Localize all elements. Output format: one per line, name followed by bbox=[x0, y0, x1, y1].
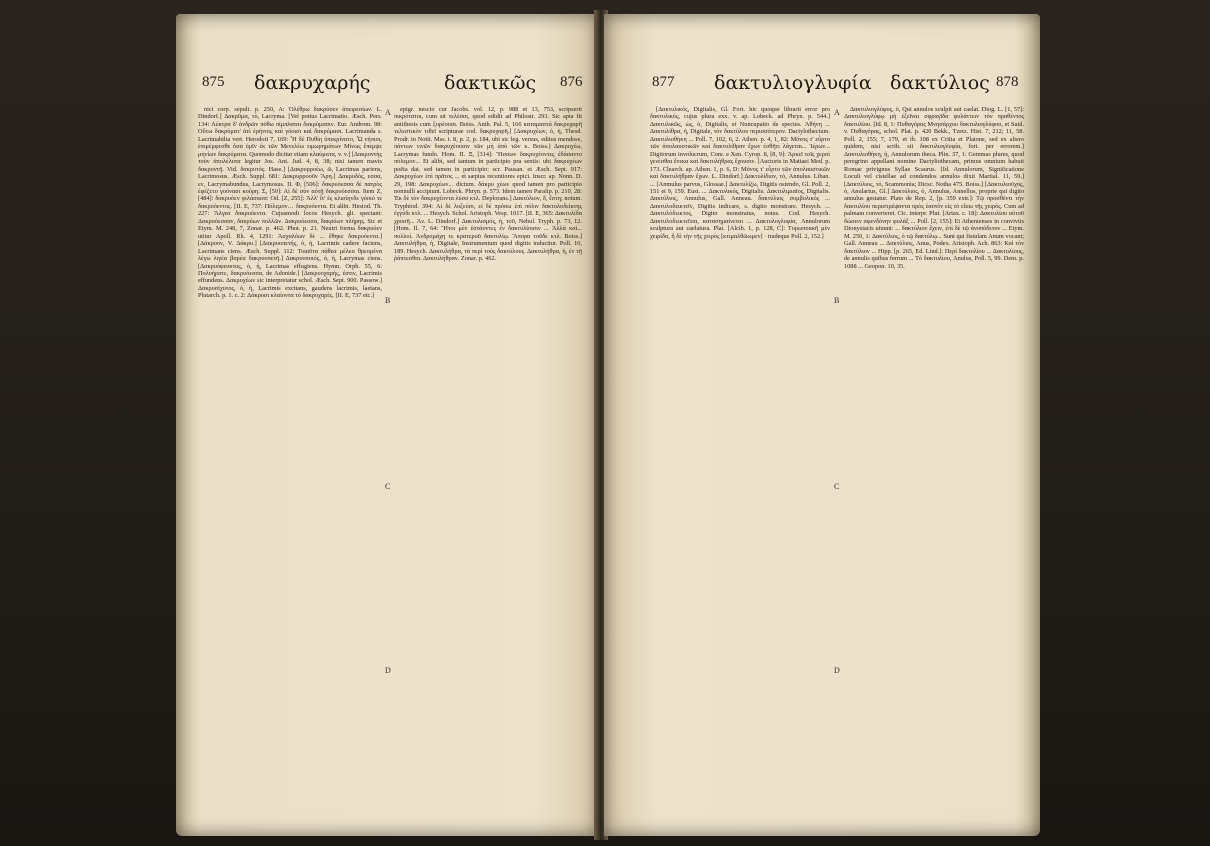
section-marker: C bbox=[834, 482, 840, 491]
right-page bbox=[604, 14, 1040, 836]
column-text: nici corp. sepult. p. 250, A: Ὀλέθρω δακρύσεν ἀπειρεσίων. L. Dindorf.] Δακρῦμα, τὸ, Lacryma. [Vel potius Lacrimatio. Æsch. Pers. 134: Λέκτρα δ' ἀνδρῶν πόθω πίμπλαται δακρύμασιν. Eur. Androm. 98: Οὕτω δακρύματ' ἀεὶ ἐρήνοις καὶ γόοισι καὶ δακρύμασι. Lacrimanda s. Lacrimabilia vert. Herodoti 7, 169: Ἦ δὲ Πυθίη ὑπεκρίνατο, Ὦ νήπιοι, ἐπιμέμφεσθε ὅσα ὑμῖν ἐκ τῶν Μενελέω τιμωρημάτων Μίνως ἔπεμψε μηνίων δακρύματα. Quomodo dicitur etiam κλαύματα, v. v.] [Δακρυντὴς τοὺν ἀπολέλυτα legitur Jos. Ant. Jud. 4, 8, 38; nisi tamen mavis δακρυντῆ. Vid. δακρυτός. Hase.] [Δακρυρροέω, ῶ, Lacrimas pariens, Lacrimosus. Æsch. Suppl. 681: Δακρυρροοῦν Ἄρη.] Δακρυδός, εσσα, εν, Lacrymabundus, Lacrymosus. II. Φ, [506]: δακρυόεσσα δὲ πατρὸς ἐφέζετο γούνασι κούρη. Σ, [50]: Αἱ δὲ σὺν αὐτῇ δακρυόεσσαι. Item Ζ, [484]: δακρυόεν γελάσασα: Od. [Ζ, 255]: Ἀλλ' ἴτ' ἐς κλισίηνδε γόοιό τε δακρυόεντος. [II. Ε, 737: Πόλεμον… δακρυόεντα. Et alibi. Hesiod. Th. 227: Ἄλγεα δακρυόεντα. Cujusmodi locos Hesych. gli. spectant: Δακρυόεσσαν, δακρύων πολλῶν. Δακρυόεσσα, δακρύων πλήρης. Sic et Etym. M. 248, 7, Zonar. p. 462. Phot. p. 21. Neutri forma δακρυόεν utitur Apoll. Rh. 4, 1291: Ἀσχαλόων δὲ ... ἔθηκε δακρυόεντα.] [Δάκρυον, V. Δάκρυ.] [Δακρυοπετής, ὁ, ἡ, Lacrimis cadere faciens, Lacrimans ciens. Æsch. Suppl. 112: Τοιαῦτα πάθεα μέλεα θρεομένα λέγω λιγέα βαρέα δακρυοπετῆ.] Δακρυοποιός, ὁ, ἡ, Lacrymas ciens. [Δακρυόφευκτος, ὁ, ἡ, Lacrimas effugiens. Hymn. Orph. 55, 6: Πολυήρατε, δακρυόεσσα, de Adonide.] [Δακρυοχαρής, ἐστιν, Lacrimis effundens. Δακρυχέων sic interpretatur schol. Æsch. Sept. 900. Passow.] Δακρυσίχυτος, ὁ, ἡ, Lacrimis excitans, gaudens lacrimis, laetans, Plutarch. p. 1. c. 2: Δάκρυσι κλαίοντα τὸ δακρυχαρές. [II. Ε, 737 etc.] bbox=[198, 106, 382, 300]
section-marker: B bbox=[834, 296, 840, 305]
section-marker: D bbox=[385, 666, 391, 675]
column-text: Δακτυλιογλύφος, ὁ, Qui annulos sculpit aut caelat. Diog. L. [1, 57]: Δακτυλιογλύφῳ μὴ ἐξεῖναι σφραγῖδα φυλάττειν τὸν πραθέντος δακτυλίου. [Id. 8, 1: Πυθαγόρας Μνησάρχου δακτυλιογλύφου, et Suid. v. Πυθαγόρας, schol. Plat. p. 420 Bekk., Tzetz. Hist. 7, 212; 11, 58. Poll. 2, 155; 7, 179, et ib. 108 ex Critia et Platone, sed ex altero quidem, nisi scrib. sit δακτυλιογλυφία, fort. per errorem.] Δακτυλιοθήκη, ἡ, Annulorum theca. Plin. 37, 1: Gemmas plures, quod peregrino appellant nomine Dactyliothecam, primus omnium habuit Romae privignus Syllae Scaurus. [Id. Annulorum, Significatione Loculi vel cistellae ad condendos annulos dixit Martial. 11, 59.] [Δακτύλιος, τό, Scammonia; Dicsc. Notha 475. Boiss.] [Δακτυλιοῦχος, ὁ, Anularius, Gl.] Δακτύλιος, ὁ, Annulus, Annellus, proprie qui digito annulus gestatur. Plato de Rep. 2, [p. 359 extr.]: Τῷ προσθέντι τὴν δακτυλίου περιστρέψαντα πρὸς ἑαυτὸν εἰς τὸ εἴσω τῆς χειρὸς. Cum ad palmam converteret. Cic. interpr. Plut. [Artax. c. 18]: Δακτυλίου αὐτοῦ δώσειν σφενδόνην φυλάξ ... Poll. [2, 155]: Et Athenienses in conviviis Dionysiacis uiuunt: ... δακτύλιον ἔχειν, ἐπὶ δὲ τῷ ἀνυπόδετον ... Etym. M. 250, 1: Δακτύλιος, ὁ τῷ δακτύλῳ... Sunt qui fistulam Anum vocant; Gall. Anneau ... Δακτύλιος, Anus, Podex. Aristoph. Ach. 863: Καὶ τὸν δακτύλιον ... Hipp. [p. 265, Ed. Lind.]: Περὶ δακτυλίου ... Δακτυλίους, de annulis quibus ferrum ... Τὸ δακτυλίου, Anulus, Poll. 5, 99. Dem. p. 1088 ... Geopon. 10, 35. bbox=[844, 106, 1024, 270]
running-headword: δακτυλιογλυφία bbox=[714, 72, 872, 94]
section-marker: C bbox=[385, 482, 391, 491]
left-page bbox=[176, 14, 598, 836]
page-number: 875 bbox=[202, 74, 225, 90]
left-page-header bbox=[176, 72, 598, 96]
column-text: [Δακτυλικός, Digitalis, Gl. Fort. hic quoque librarii error pro δακτυλικός, cujus plura exx. v. ap. Lobeck. ad Phryn. p. 544.] Δακτυλικῶς, ὡς, ὁ, Digitalis, et Nuncupatio de species. Ἀθήνη ... Δακτυλίθρα, ἡ, Digitale, τὸν δακτύλου περισσότερον. Dactylothecium. Δακτυλιοθήκη ... Poll. 7, 102, 6, 2. Athen. p. 4, 1, 82: Μόνος τ' εὗρτο τῶν ἀπολαυστικῶν καὶ δακτυλίθραν ἔχων ἐσθῆτι λάγεται... Ἱέρων... Digitorum involucrum, Com. e Xen. Cyrop. 8, [8, 9]: Ἀρκεῖ τοῖς χερσὶ γενέσθαι ἔνεκα καὶ δακτυλήθρας ἔχουσιν. [Auctoris in Mattaei Med. p. 173. Clearch. ap. Athen. 1, p. 6, D: Μόνος τ' εὗρτο τῶν ἀπολαυστικῶν καὶ δακτυλήθραν ἔχων. L. Dindorf.] Δακτυλίδιον, τὸ, Annulus. Liban. ... [Anmulus parvus, Glossae.] Δακτυλίζω, Digitis ostendo, Gl. Poll. 2, 151 et 9, 159. Eust. ... Δακτυλικός, Digitalis. Δακτυλιμιαῖος, Digitalis. Δακτύλιος, Annulus, Gall. Anneau. δακτύλιος συμβολικός ... Δακτυλοδεικτεῖν, Digitis indicare, s. digito monstrare. Hesych. ... Δακτυλόδεικτος, Digito monstratus, notus. Cod. Hesych. Δακτυλοδεικτεῖται, κατασημαίνεται ... Δακτυλογλυφία, Annulorum sculptura aut caelatura. Plat. [Alcib. 1, p. 128, C]: Τυρωποιικῆ μὲν χειρίδα, ἢ δὲ τὴν τῆς χειρὸς [κτιμαλθῶωμεν] · tradeque Poll. 2, 152.] bbox=[650, 106, 830, 240]
page-number: 878 bbox=[996, 74, 1019, 90]
dictionary-column-4 bbox=[844, 106, 1024, 818]
running-headword: δακτικῶς bbox=[444, 72, 537, 94]
running-headword: δακτύλιος bbox=[890, 72, 990, 94]
dictionary-column-2 bbox=[394, 106, 582, 818]
dictionary-column-1 bbox=[198, 106, 382, 818]
section-marker: B bbox=[385, 296, 391, 305]
right-page-header bbox=[604, 72, 1040, 96]
page-number: 876 bbox=[560, 74, 583, 90]
running-headword: δακρυχαρής bbox=[254, 72, 371, 94]
section-marker: A bbox=[834, 108, 840, 117]
dictionary-column-3 bbox=[650, 106, 830, 818]
column-text: epigr. nescio cur Jacobs. vol. 12, p. 988 et 13, 753, scripserit πικρότατοι, cum sit τελέσαι, quod edidit ad Philostr. 293. Sic apta fit antithesis cum ξυρέουσι. Boiss. Anth. Pal. 5, 166 καταμαστά δακρυχαρῆ τελεστικὸν τιθεῖ scripturae cod. δακρυχαρῆ.] [Δακρυχέων, ὁ, ἡ, Thesd. Prodr. in Notit. Mss. t. 8, p. 2, p. 184, ubi sic leg. versus, editus mendose, πάντων τινῶν δακρυχέουσιν τῶν μὴ ἀπὸ τῶν κ. Boiss.] Δακρυχέω, Lacrymas fundo. Hom. II. Ξ, [314]: Ἤσσων δακρυχέοντες ἐδάσαντο πόλεμον... Et alibi, sed tantum in participio pra sentis: ubi δακρυχέων poëta dat. sed tamen in participio: scr. Pausan. et Æsch. Sept. 917: Δακρυχέων ἐπὶ πρᾶτος ... et sæpius recentiores epici. Inscr. ap. Nonn. D. 29, 198: Δακρυχέων... dictum. δάκρυ χέων quod tamen pro participio nonnulli accipiunt. Lobeck. Phryn. p. 573. Idem tamen Paralip. p. 210, 28: Ἐκ δὲ τὸν δακρυχέοντα λύσσ κτλ. Deplorans.] Δακτύλιον, δ, ἔστη; notum. Tryphiod. 394: Αἱ δὲ λοξεύσι, εἰ δὲ πρόσω ἐπὶ πόλιν δακτυλοδείκτης ἐγγύδι κτλ. ... Hesych. Schol. Aristoph. Vesp. 1017. [II. Ε, 365: Δακτυλίδα χρυσῆ... Ἀν. L. Dindorf.] Δακτυλισμός, ἡ, τοῦ, Nebul. Tryph. p. 73, 12. [Hom. Il. 7, 64: Ἤτοι μὲν ἑστάοντες ἐν δακτυλίοισιν ... Ἀλλὰ καὶ... πολλοί. Ἀνδρομάχη τε κρατεροῦ δακτυλίῳ. Ἄπορα τοῦδε κτλ. Boiss.] Δακτυλήθρα, ἡ, Digitale, Instrumentum quod digitis inducitur. Poll. 10, 189. Hesych. Δακτυλήθρα, τὰ περὶ τοὺς δακτύλους. Δακτυλήθρα, ἡ, ἐν τῇ ῥάπτεσθαι. Δακτυλήθραν. Zonar. p. 462. bbox=[394, 106, 582, 263]
section-marker: D bbox=[834, 666, 840, 675]
page-number: 877 bbox=[652, 74, 675, 90]
section-marker: A bbox=[385, 108, 391, 117]
